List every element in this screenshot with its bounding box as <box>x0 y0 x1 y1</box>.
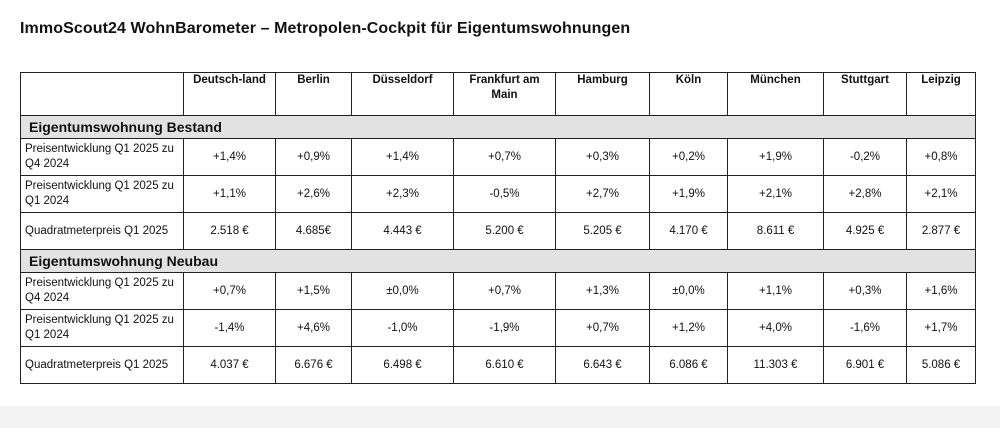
section-title: Eigentumswohnung Bestand <box>21 116 976 139</box>
metropolen-cockpit-table <box>20 72 976 384</box>
table-row <box>21 347 976 384</box>
table-cell: 5.205 € <box>556 213 650 250</box>
header-corner-cell <box>21 73 184 116</box>
table-cell: 2.518 € <box>184 213 276 250</box>
table-cell: 4.037 € <box>184 347 276 384</box>
table-cell: +0,3% <box>556 139 650 176</box>
column-header-koeln <box>650 73 728 116</box>
table-cell: +4,0% <box>728 310 824 347</box>
column-header-label: Leipzig <box>921 74 961 86</box>
table-cell: +2,1% <box>728 176 824 213</box>
table-cell: +0,7% <box>454 273 556 310</box>
row-label: Preisentwicklung Q1 2025 zu Q4 2024 <box>21 273 184 310</box>
table-cell: ±0,0% <box>352 273 454 310</box>
table-cell: +1,2% <box>650 310 728 347</box>
table-cell: 6.676 € <box>276 347 352 384</box>
table-cell: +2,7% <box>556 176 650 213</box>
table-header-row <box>21 73 976 116</box>
column-header-label: Stuttgart <box>841 74 889 86</box>
table-cell: +1,7% <box>907 310 976 347</box>
column-header-hamburg <box>556 73 650 116</box>
column-header-frankfurt <box>454 73 556 116</box>
table-cell: +1,9% <box>650 176 728 213</box>
column-header-deutschland <box>184 73 276 116</box>
column-header-label: Köln <box>675 74 702 86</box>
column-header-stuttgart <box>824 73 907 116</box>
table-cell: -1,0% <box>352 310 454 347</box>
table-cell: 6.498 € <box>352 347 454 384</box>
table-cell: 8.611 € <box>728 213 824 250</box>
table-cell: +0,8% <box>907 139 976 176</box>
table-body <box>21 116 976 384</box>
table-cell: -1,6% <box>824 310 907 347</box>
table-cell: 5.086 € <box>907 347 976 384</box>
table-cell: +1,1% <box>728 273 824 310</box>
table-cell: -1,4% <box>184 310 276 347</box>
table-cell: +0,3% <box>824 273 907 310</box>
row-label: Quadratmeterpreis Q1 2025 <box>21 213 184 250</box>
section-title: Eigentumswohnung Neubau <box>21 250 976 273</box>
table-cell: 4.685€ <box>276 213 352 250</box>
table-cell: -1,9% <box>454 310 556 347</box>
column-header-muenchen <box>728 73 824 116</box>
table-cell: 6.643 € <box>556 347 650 384</box>
table-cell: +0,7% <box>556 310 650 347</box>
table-cell: +2,6% <box>276 176 352 213</box>
bottom-band <box>0 406 1000 428</box>
table-cell: +1,5% <box>276 273 352 310</box>
column-header-label: Berlin <box>297 74 330 86</box>
table-cell: +2,8% <box>824 176 907 213</box>
table-cell: +1,9% <box>728 139 824 176</box>
column-header-leipzig <box>907 73 976 116</box>
table-cell: +1,6% <box>907 273 976 310</box>
table-cell: 4.170 € <box>650 213 728 250</box>
table-cell: 6.086 € <box>650 347 728 384</box>
row-label: Preisentwicklung Q1 2025 zu Q1 2024 <box>21 310 184 347</box>
table-cell: +0,2% <box>650 139 728 176</box>
column-header-label: Deutsch-land <box>193 74 266 86</box>
table-cell: 11.303 € <box>728 347 824 384</box>
row-label: Quadratmeterpreis Q1 2025 <box>21 347 184 384</box>
table-cell: +0,7% <box>184 273 276 310</box>
row-label: Preisentwicklung Q1 2025 zu Q1 2024 <box>21 176 184 213</box>
table-row <box>21 273 976 310</box>
section-header-row <box>21 250 976 273</box>
page-title: ImmoScout24 WohnBarometer – Metropolen-Cockpit für Eigentumswohnungen <box>20 20 631 37</box>
row-label: Preisentwicklung Q1 2025 zu Q4 2024 <box>21 139 184 176</box>
table-row <box>21 139 976 176</box>
table-cell: 6.901 € <box>824 347 907 384</box>
table-row <box>21 176 976 213</box>
table-cell: +4,6% <box>276 310 352 347</box>
table-cell: +1,1% <box>184 176 276 213</box>
table-cell: -0,2% <box>824 139 907 176</box>
column-header-label: Düsseldorf <box>372 74 433 86</box>
table-cell: +1,4% <box>352 139 454 176</box>
table-cell: +0,9% <box>276 139 352 176</box>
table-cell: +0,7% <box>454 139 556 176</box>
table-cell: 5.200 € <box>454 213 556 250</box>
column-header-label: Hamburg <box>577 74 628 86</box>
table-cell: ±0,0% <box>650 273 728 310</box>
section-header-row <box>21 116 976 139</box>
table-cell: +2,1% <box>907 176 976 213</box>
column-header-duesseldorf <box>352 73 454 116</box>
column-header-label: München <box>750 74 801 86</box>
table-cell: 6.610 € <box>454 347 556 384</box>
table-row <box>21 213 976 250</box>
table-cell: 4.443 € <box>352 213 454 250</box>
column-header-label: Frankfurt am Main <box>469 74 540 101</box>
table-cell: 2.877 € <box>907 213 976 250</box>
table-cell: +1,4% <box>184 139 276 176</box>
table-cell: 4.925 € <box>824 213 907 250</box>
table-row <box>21 310 976 347</box>
table-cell: +1,3% <box>556 273 650 310</box>
table-cell: +2,3% <box>352 176 454 213</box>
table-cell: -0,5% <box>454 176 556 213</box>
column-header-berlin <box>276 73 352 116</box>
